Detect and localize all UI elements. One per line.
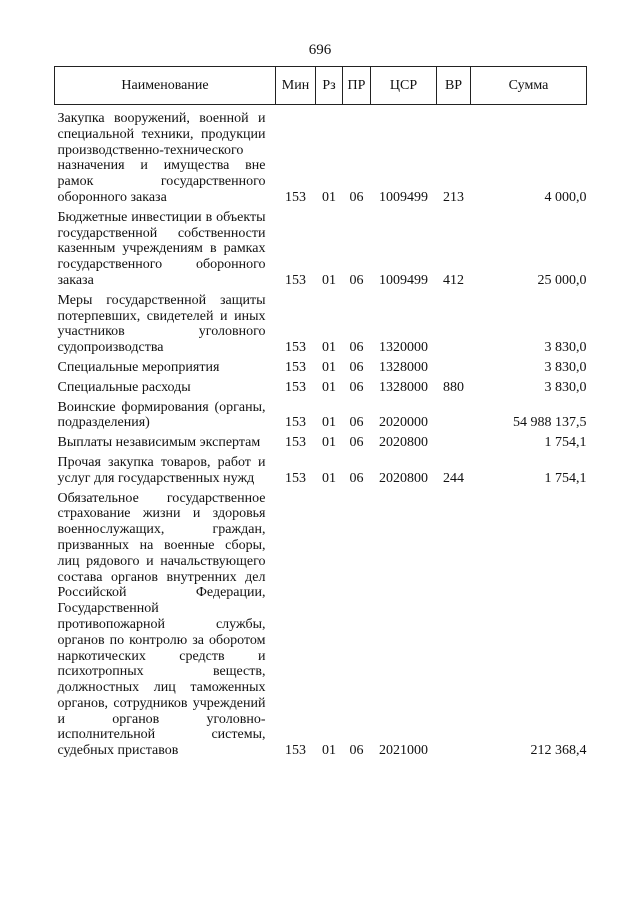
row-sum: 4 000,0: [544, 189, 587, 205]
page-number: 696: [308, 42, 332, 58]
row-pr: 06: [349, 379, 364, 395]
header-sum: Сумма: [471, 67, 587, 105]
row-sum: 3 830,0: [544, 359, 587, 375]
row-min: 153: [285, 189, 306, 205]
row-name: Прочая закупка товаров, работ и услуг для государственных нужд: [57, 454, 266, 486]
row-pr: 06: [349, 415, 364, 431]
row-rz: 01: [322, 470, 336, 486]
row-min: 153: [285, 743, 306, 759]
row-rz: 01: [322, 359, 336, 375]
row-sum: 1 754,1: [544, 435, 587, 451]
row-csr: 2020800: [379, 470, 428, 486]
row-vr: 412: [443, 272, 464, 288]
row-name: Бюджетные инвестиции в объекты государственной собственности казенным учреждениям в рамках государственного оборонного заказа: [57, 209, 266, 288]
header-name: Наименование: [55, 67, 276, 105]
table-row: [55, 451, 587, 487]
row-csr: 1320000: [379, 340, 428, 356]
row-min: 153: [285, 359, 306, 375]
row-pr: 06: [349, 470, 364, 486]
table-row: [55, 289, 587, 356]
header-csr: ЦСР: [371, 67, 437, 105]
table-row: [55, 487, 587, 760]
header-rz: Рз: [316, 67, 343, 105]
row-csr: 1009499: [379, 189, 428, 205]
table-row: [55, 376, 587, 396]
row-pr: 06: [349, 435, 364, 451]
row-vr: [437, 431, 471, 451]
row-sum: 54 988 137,5: [513, 415, 587, 431]
row-rz: 01: [322, 189, 336, 205]
row-rz: 01: [322, 340, 336, 356]
row-pr: 06: [349, 189, 364, 205]
row-min: 153: [285, 470, 306, 486]
row-name: Специальные расходы: [57, 379, 191, 395]
row-name: Воинские формирования (органы, подразделения): [57, 399, 266, 431]
row-name: Обязательное государственное страхование жизни и здоровья военнослужащих, граждан, призванных на военные сборы, лиц рядового и начальствующего состава органов внутренних дел Российской Федерации, Государственной противопожарной службы, органов по контролю за оборотом наркотических средств и психотропных веществ, должностных лиц таможенных органов, сотрудников учреждений и органов уголовно-исполнительной системы, судебных приставов: [57, 490, 266, 759]
row-vr: [437, 356, 471, 376]
row-name: Закупка вооружений, военной и специальной техники, продукции производственно-технического назначения и имущества вне рамок государственного оборонного заказа: [57, 111, 266, 205]
row-pr: 06: [349, 340, 364, 356]
row-rz: 01: [322, 415, 336, 431]
row-rz: 01: [322, 272, 336, 288]
row-vr: [437, 289, 471, 356]
header-pr: ПР: [343, 67, 371, 105]
row-name: Меры государственной защиты потерпевших, свидетелей и иных участников уголовного судопроизводства: [57, 292, 266, 356]
row-csr: 2021000: [379, 743, 428, 759]
row-sum: 3 830,0: [544, 340, 587, 356]
row-vr: 213: [443, 189, 464, 205]
table-header: [55, 67, 587, 105]
row-min: 153: [285, 379, 306, 395]
row-name: Выплаты независимым экспертам: [57, 435, 261, 451]
row-csr: 1328000: [379, 359, 428, 375]
row-pr: 06: [349, 359, 364, 375]
row-min: 153: [285, 272, 306, 288]
table-row: [55, 431, 587, 451]
row-min: 153: [285, 435, 306, 451]
row-vr: [437, 487, 471, 760]
row-csr: 2020000: [379, 415, 428, 431]
row-name: Специальные мероприятия: [57, 359, 220, 375]
row-pr: 06: [349, 743, 364, 759]
row-sum: 3 830,0: [544, 379, 587, 395]
row-rz: 01: [322, 435, 336, 451]
header-min: Мин: [276, 67, 316, 105]
table-body: [55, 105, 587, 760]
row-sum: 25 000,0: [537, 272, 587, 288]
row-rz: 01: [322, 743, 336, 759]
row-sum: 212 368,4: [530, 743, 587, 759]
table-row: [55, 206, 587, 289]
table-row: [55, 105, 587, 206]
header-vr: ВР: [437, 67, 471, 105]
row-pr: 06: [349, 272, 364, 288]
table-row: [55, 396, 587, 432]
row-rz: 01: [322, 379, 336, 395]
row-csr: 1009499: [379, 272, 428, 288]
row-csr: 2020800: [379, 435, 428, 451]
row-min: 153: [285, 340, 306, 356]
budget-table: [54, 66, 587, 759]
row-sum: 1 754,1: [544, 470, 587, 486]
row-vr: [437, 396, 471, 432]
row-vr: 880: [443, 379, 464, 395]
row-csr: 1328000: [379, 379, 428, 395]
row-vr: 244: [443, 470, 464, 486]
table-row: [55, 356, 587, 376]
row-min: 153: [285, 415, 306, 431]
